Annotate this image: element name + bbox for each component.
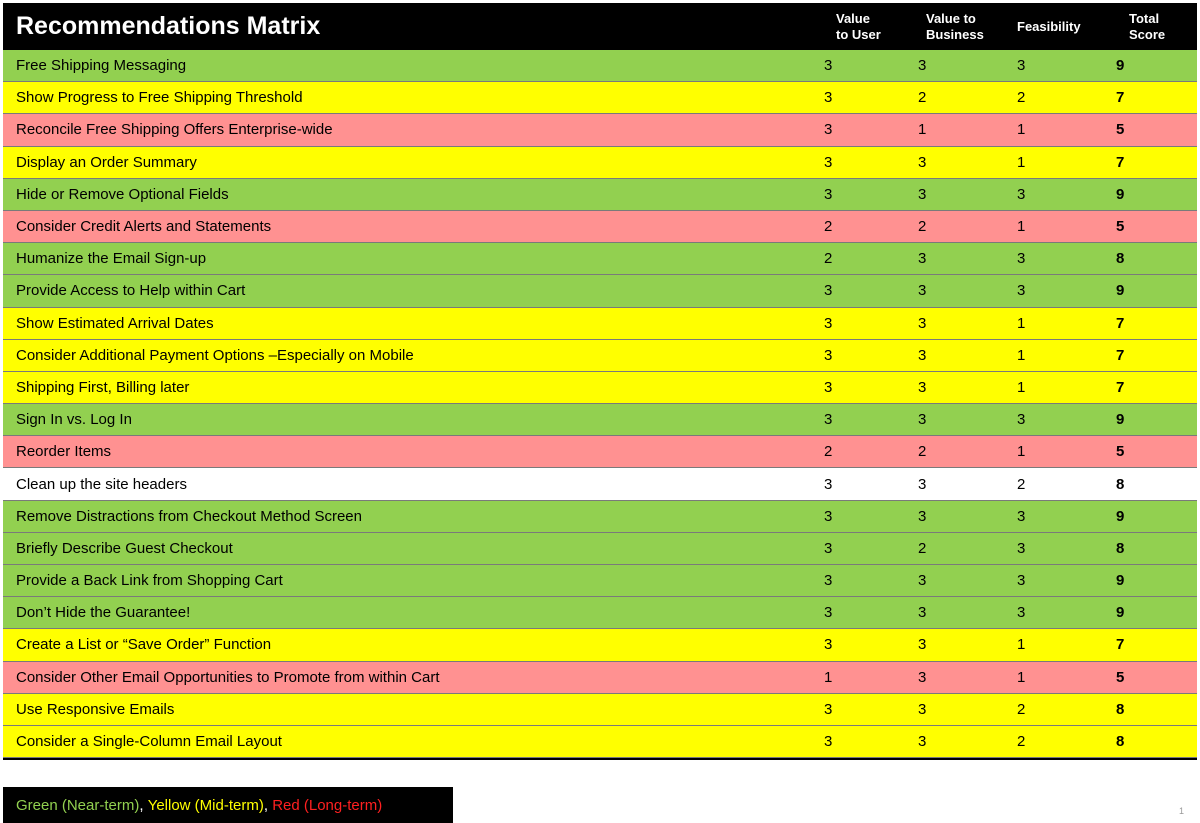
feasibility-cell: 1: [1017, 443, 1026, 461]
feasibility-cell: 2: [1017, 700, 1026, 718]
total-score-cell: 5: [1116, 443, 1125, 461]
value-to-business-cell: 2: [918, 89, 927, 107]
table-row: [3, 597, 1197, 629]
table-row: [3, 243, 1197, 275]
table-row: [3, 404, 1197, 436]
table-row: [3, 726, 1197, 758]
total-score-cell: 8: [1116, 733, 1125, 751]
total-score-cell: 7: [1116, 89, 1125, 107]
value-to-user-cell: 3: [824, 185, 833, 203]
column-header-value-to-business: [912, 11, 1006, 43]
value-to-business-cell: 3: [918, 572, 927, 590]
feasibility-cell: 1: [1017, 378, 1026, 396]
table-row: [3, 501, 1197, 533]
recommendation-name: Display an Order Summary: [16, 153, 197, 171]
value-to-business-cell: 3: [918, 636, 927, 654]
column-header-total-score-line1: Total: [1129, 10, 1160, 26]
value-to-business-cell: 3: [918, 282, 927, 300]
value-to-business-cell: 3: [918, 733, 927, 751]
table-row: [3, 662, 1197, 694]
recommendation-name: Humanize the Email Sign-up: [16, 250, 207, 268]
feasibility-cell: 3: [1017, 539, 1026, 557]
table-row: [3, 50, 1197, 82]
recommendation-name: Reorder Items: [16, 443, 112, 461]
total-score-cell: 9: [1116, 185, 1125, 203]
value-to-user-cell: 3: [824, 572, 833, 590]
total-score-cell: 5: [1116, 668, 1125, 686]
value-to-business-cell: 1: [918, 121, 927, 139]
value-to-user-cell: 1: [824, 668, 833, 686]
matrix-body: [3, 50, 1197, 758]
value-to-business-cell: 2: [918, 218, 927, 236]
feasibility-cell: 3: [1017, 282, 1026, 300]
total-score-cell: 7: [1116, 314, 1125, 332]
column-header-value-to-business-line1: Value to: [926, 10, 976, 26]
recommendation-name: Hide or Remove Optional Fields: [16, 185, 229, 203]
total-score-cell: 8: [1116, 250, 1125, 268]
value-to-business-cell: 3: [918, 185, 927, 203]
value-to-user-cell: 3: [824, 378, 833, 396]
value-to-user-cell: 3: [824, 475, 833, 493]
value-to-user-cell: 3: [824, 733, 833, 751]
table-row: [3, 147, 1197, 179]
value-to-user-cell: 3: [824, 700, 833, 718]
legend-item: Yellow (Mid-term): [147, 796, 264, 814]
total-score-cell: 9: [1116, 57, 1125, 75]
color-legend: [3, 787, 453, 823]
value-to-business-cell: 3: [918, 411, 927, 429]
value-to-user-cell: 2: [824, 443, 833, 461]
feasibility-cell: 1: [1017, 668, 1026, 686]
table-row: [3, 82, 1197, 114]
feasibility-cell: 1: [1017, 121, 1026, 139]
recommendation-name: Consider Credit Alerts and Statements: [16, 218, 272, 236]
feasibility-cell: 3: [1017, 411, 1026, 429]
recommendation-name: Show Estimated Arrival Dates: [16, 314, 214, 332]
value-to-business-cell: 3: [918, 668, 927, 686]
value-to-business-cell: 3: [918, 314, 927, 332]
value-to-user-cell: 3: [824, 282, 833, 300]
value-to-user-cell: 3: [824, 89, 833, 107]
value-to-user-cell: 2: [824, 250, 833, 268]
recommendation-name: Free Shipping Messaging: [16, 57, 187, 75]
column-header-feasibility: Feasibility: [1017, 18, 1081, 34]
total-score-cell: 5: [1116, 121, 1125, 139]
feasibility-cell: 3: [1017, 572, 1026, 590]
feasibility-cell: 1: [1017, 346, 1026, 364]
recommendation-name: Don’t Hide the Guarantee!: [16, 604, 191, 622]
matrix-title: Recommendations Matrix: [16, 12, 321, 40]
total-score-cell: 7: [1116, 346, 1125, 364]
legend-item: Red (Long-term): [272, 796, 383, 814]
value-to-user-cell: 3: [824, 636, 833, 654]
page-number: 1: [1178, 806, 1184, 816]
value-to-business-cell: 3: [918, 57, 927, 75]
value-to-business-cell: 2: [918, 443, 927, 461]
feasibility-cell: 1: [1017, 218, 1026, 236]
value-to-business-cell: 3: [918, 604, 927, 622]
feasibility-cell: 3: [1017, 185, 1026, 203]
recommendation-name: Remove Distractions from Checkout Method Screen: [16, 507, 362, 525]
recommendation-name: Provide a Back Link from Shopping Cart: [16, 572, 283, 590]
recommendation-name: Consider Additional Payment Options –Especially on Mobile: [16, 346, 414, 364]
total-score-cell: 9: [1116, 282, 1125, 300]
recommendation-name: Use Responsive Emails: [16, 700, 175, 718]
column-header-total-score-line2: Score: [1129, 26, 1166, 42]
recommendation-name: Sign In vs. Log In: [16, 411, 132, 429]
legend-item: Green (Near-term): [16, 796, 140, 814]
feasibility-cell: 2: [1017, 733, 1026, 751]
total-score-cell: 7: [1116, 153, 1125, 171]
feasibility-cell: 3: [1017, 507, 1026, 525]
total-score-cell: 9: [1116, 572, 1125, 590]
recommendation-name: Reconcile Free Shipping Offers Enterprise-wide: [16, 121, 333, 139]
table-row: [3, 468, 1197, 500]
feasibility-cell: 2: [1017, 89, 1026, 107]
recommendation-name: Consider a Single-Column Email Layout: [16, 733, 282, 751]
table-row: [3, 565, 1197, 597]
table-row: [3, 694, 1197, 726]
value-to-business-cell: 2: [918, 539, 927, 557]
column-header-value-to-business-line2: Business: [926, 26, 984, 42]
table-row: [3, 436, 1197, 468]
total-score-cell: 9: [1116, 411, 1125, 429]
feasibility-cell: 1: [1017, 636, 1026, 654]
table-row: [3, 211, 1197, 243]
value-to-user-cell: 2: [824, 218, 833, 236]
value-to-user-cell: 3: [824, 121, 833, 139]
feasibility-cell: 1: [1017, 314, 1026, 332]
recommendations-matrix: [3, 3, 1197, 760]
table-row: [3, 275, 1197, 307]
table-row: [3, 114, 1197, 146]
value-to-business-cell: 3: [918, 346, 927, 364]
recommendation-name: Show Progress to Free Shipping Threshold: [16, 89, 303, 107]
table-row: [3, 179, 1197, 211]
feasibility-cell: 3: [1017, 604, 1026, 622]
total-score-cell: 7: [1116, 378, 1125, 396]
value-to-user-cell: 3: [824, 314, 833, 332]
recommendation-name: Consider Other Email Opportunities to Promote from within Cart: [16, 668, 440, 686]
value-to-user-cell: 3: [824, 539, 833, 557]
value-to-user-cell: 3: [824, 153, 833, 171]
table-row: [3, 372, 1197, 404]
value-to-user-cell: 3: [824, 507, 833, 525]
recommendation-name: Create a List or “Save Order” Function: [16, 636, 272, 654]
value-to-user-cell: 3: [824, 411, 833, 429]
total-score-cell: 5: [1116, 218, 1125, 236]
value-to-business-cell: 3: [918, 700, 927, 718]
table-row: [3, 308, 1197, 340]
recommendation-name: Briefly Describe Guest Checkout: [16, 539, 233, 557]
value-to-user-cell: 3: [824, 346, 833, 364]
value-to-business-cell: 3: [918, 153, 927, 171]
value-to-business-cell: 3: [918, 475, 927, 493]
table-row: [3, 533, 1197, 565]
value-to-user-cell: 3: [824, 604, 833, 622]
feasibility-cell: 3: [1017, 57, 1026, 75]
table-row: [3, 629, 1197, 661]
total-score-cell: 8: [1116, 475, 1125, 493]
column-header-value-to-user: [818, 11, 912, 43]
total-score-cell: 9: [1116, 507, 1125, 525]
feasibility-cell: 1: [1017, 153, 1026, 171]
legend-item: ,: [263, 796, 273, 814]
total-score-cell: 8: [1116, 700, 1125, 718]
value-to-user-cell: 3: [824, 57, 833, 75]
feasibility-cell: 3: [1017, 250, 1026, 268]
recommendation-name: Shipping First, Billing later: [16, 378, 190, 396]
table-row: [3, 340, 1197, 372]
total-score-cell: 9: [1116, 604, 1125, 622]
recommendation-name: Clean up the site headers: [16, 475, 187, 493]
total-score-cell: 8: [1116, 539, 1125, 557]
value-to-business-cell: 3: [918, 250, 927, 268]
total-score-cell: 7: [1116, 636, 1125, 654]
value-to-business-cell: 3: [918, 378, 927, 396]
column-header-value-to-user-line1: Value: [836, 10, 870, 26]
column-header-total-score: [1106, 11, 1197, 43]
recommendation-name: Provide Access to Help within Cart: [16, 282, 246, 300]
legend-item: ,: [139, 796, 148, 814]
feasibility-cell: 2: [1017, 475, 1026, 493]
column-header-value-to-user-line2: to User: [836, 26, 881, 42]
table-bottom-rule: [3, 758, 1197, 760]
value-to-business-cell: 3: [918, 507, 927, 525]
matrix-header: [3, 3, 1197, 50]
